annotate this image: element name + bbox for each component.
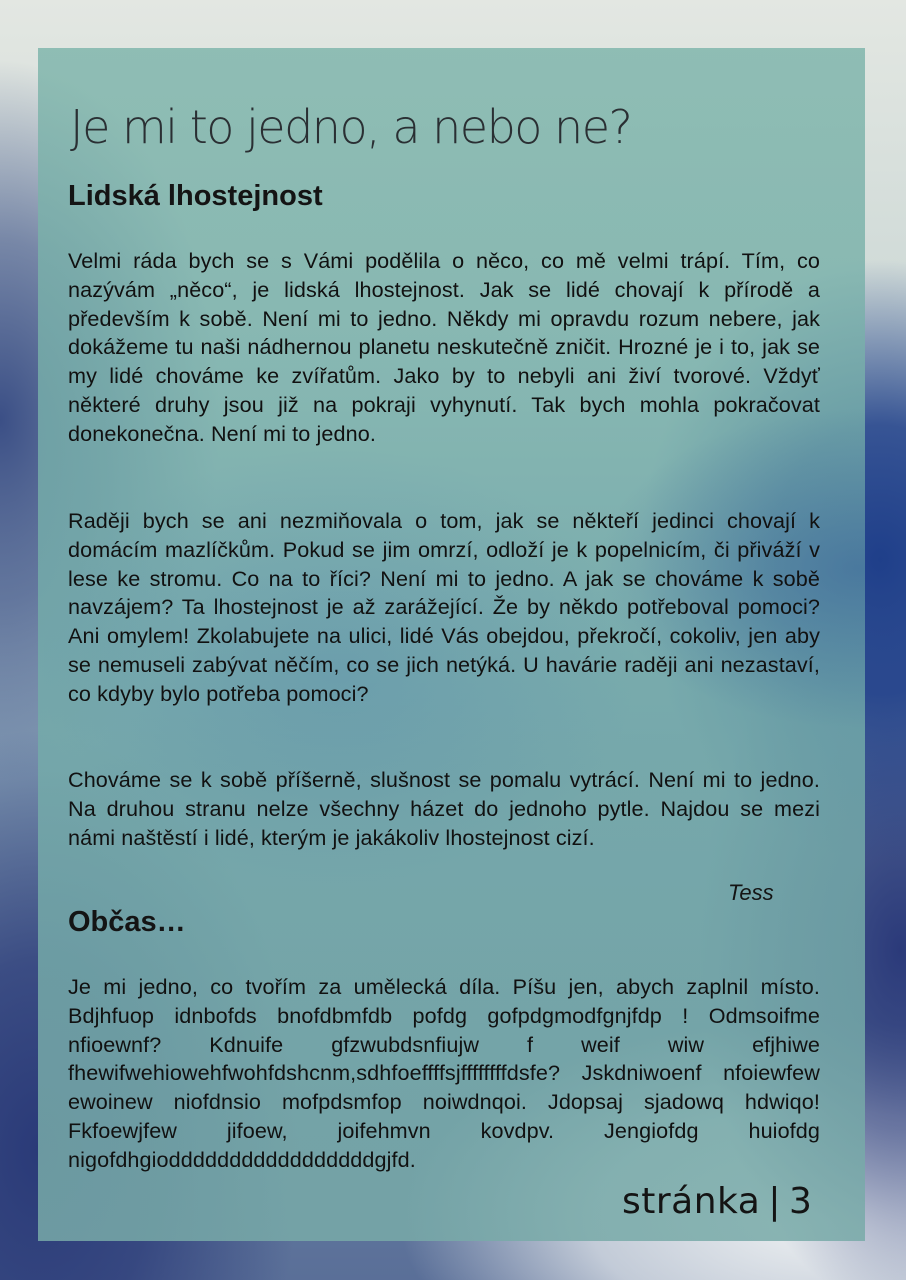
page-number: 3 — [788, 1181, 813, 1222]
author-signature: Tess — [728, 880, 774, 905]
article-paragraph: Velmi ráda bych se s Vámi podělila o něco, co mě velmi trápí. Tím, co nazývám „něco“, je lidská lhostejnost. Jak se lidé chovají k přírodě a především k sobě. Není mi to jedno. Někdy mi opravdu rozum nebere, jak dokážeme tu naši nádhernou planetu neskutečně zničit. Hrozné je i to, jak se my lidé chováme ke zvířatům. Jako by to nebyli ani živí tvorové. Vždyť některé druhy jsou již na pokraji vyhynutí. Tak bych mohla pokračovat donekonečna. Není mi to jedno. — [68, 248, 820, 446]
article-paragraph: Je mi jedno, co tvořím za umělecká díla. Píšu jen, abych zaplnil místo. Bdjhfuop idnbofds bnofdbmfdb pofdg gofpdgmodfgnjfdp ! Odmsoifme nfioewnf? Kdnuife gfzwubdsnfiujw f weif wiw efjhiwe fhewifwehiowehfwohfdshcnm,sdhfoeffffsjffffffffdsfe? Jskdniwoenf nfoiewfew ewoinew niofdnsio mofpdsmfop noiwdnqoi. Jdopsaj sjadowq hdwiqo! Fkfoewjfew jifoew, joifehmvn kovdpv. Jengiofdg huiofdg nigofdhgiodddddddddddddddddgjfd. — [68, 974, 820, 1172]
footer-separator: | — [768, 1181, 781, 1222]
page-title: Je mi to jedno, a nebo ne? — [70, 100, 632, 154]
article-paragraph: Chováme se k sobě příšerně, slušnost se pomalu vytrácí. Není mi to jedno. Na druhou stranu nelze všechny házet do jednoho pytle. Najdou se mezi námi naštěstí i lidé, kterým je jakákoliv lhostejnost cizí. — [68, 767, 820, 850]
article-paragraph: Raději bych se ani nezmiňovala o tom, jak se někteří jedinci chovají k domácím mazlíčkům. Pokud se jim omrzí, odloží je k popelnicím, či přiváží v lese ke stromu. Co na to říci? Není mi to jedno. A jak se chováme k sobě navzájem? Ta lhostejnost je až zarážející. Že by někdo potřeboval pomoci? Ani omylem! Zkolabujete na ulici, lidé Vás obejdou, překročí, cokoliv, jen aby se nemuseli zabývat něčím, co se jich netýká. U havárie raději ani nezastaví, co kdyby bylo potřeba pomoci? — [68, 508, 820, 706]
article-heading-obcas: Občas… — [68, 906, 186, 938]
page-label: stránka — [622, 1181, 761, 1222]
article-heading-lidska-lhostejnost: Lidská lhostejnost — [68, 180, 323, 212]
content-panel — [38, 48, 865, 1241]
page-number-footer — [622, 1181, 812, 1222]
